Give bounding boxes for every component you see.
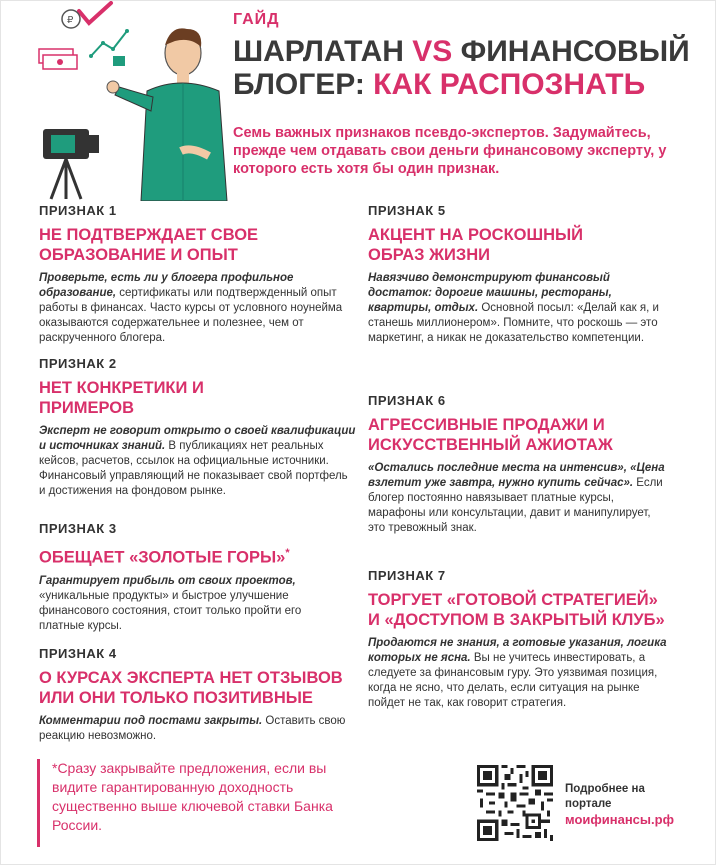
sign-3: [39, 521, 339, 634]
sign-number: ПРИЗНАК 1: [39, 203, 117, 218]
sign-7: [368, 568, 668, 711]
sign-text-emphasis: Комментарии под постами закрыты.: [39, 715, 263, 727]
chart-icon: [89, 29, 129, 66]
sign-text-body: В публикациях нет реальных кейсов, расчетов, ссылок на официальные источники. Финансовый управляющий не показывает свой портфель и достижения на фондовом рынке.: [39, 440, 348, 497]
page-title: [233, 35, 703, 101]
sign-number: ПРИЗНАК 7: [368, 568, 446, 583]
footnote: *Сразу закрывайте предложения, если вы видите гарантированную доходность существенно выше ключевой ставки Банка России.: [37, 759, 362, 847]
guide-label: ГАЙД: [233, 11, 280, 28]
sign-text: [39, 424, 357, 499]
lead-text: Семь важных признаков псевдо-экспертов. Задумайтесь, прежде чем отдавать свои деньги финансовому эксперту, у которого есть хотя бы один признак.: [233, 125, 667, 177]
sign-text-body: Основной посыл: «Делай как я, и станешь миллионером». Помните, что роскошь — это маркетинг, а никак не доказательство компетенции.: [368, 302, 659, 344]
sign-number: ПРИЗНАК 2: [39, 356, 117, 371]
sign-number: ПРИЗНАК 6: [368, 393, 446, 408]
footnote-mark: *: [285, 547, 290, 559]
sign-text-body: сертификаты или подтвержденный опыт работы в финансах. Часто курсы от условного ноунейма оказываются содержательнее и полезнее, чем от раскрученного блогера.: [39, 287, 343, 344]
sign-title: ТОРГУЕТ «ГОТОВОЙ СТРАТЕГИЕЙ» И «ДОСТУПОМ В ЗАКРЫТЫЙ КЛУБ»: [368, 591, 665, 629]
sign-text-emphasis: «Остались последние места на интенсив», «Цена взлетит уже завтра, нужно купить сейчас».: [368, 462, 665, 489]
sign-text-body: «уникальные продукты» и быстрое улучшение финансового состояния, стоит только пройти его платные курсы.: [39, 589, 302, 632]
sign-text-body: Оставить свою реакцию невозможно.: [39, 715, 346, 742]
sign-text-emphasis: Проверьте, есть ли у блогера профильное образование,: [39, 272, 294, 299]
sign-title: АГРЕССИВНЫЕ ПРОДАЖИ И ИСКУССТВЕННЫЙ АЖИОТАЖ: [368, 416, 613, 454]
sign-text: [368, 461, 668, 536]
sign-title: НЕ ПОДТВЕРЖДАЕТ СВОЕ ОБРАЗОВАНИЕ И ОПЫТ: [39, 226, 259, 264]
sign-title: О КУРСАХ ЭКСПЕРТА НЕТ ОТЗЫВОВ ИЛИ ОНИ ТОЛЬКО ПОЗИТИВНЫЕ: [39, 669, 343, 707]
sign-text-body: Вы не учитесь инвестировать, а следуете за финансовым гуру. Это уязвимая позиция, когда не ясно, что делать, если ситуация на рынке пойдет не так, как говорит стратегия.: [368, 652, 658, 709]
portal-link[interactable]: моифинансы.рф: [565, 812, 674, 827]
sign-1: [39, 203, 357, 346]
more-info-label: [565, 782, 645, 812]
sign-title-text: ОБЕЩАЕТ «ЗОЛОТЫЕ ГОРЫ»: [39, 548, 286, 567]
sign-text-emphasis: Навязчиво демонстрируют финансовый достаток: дорогие машины, рестораны, квартиры, отдых.: [368, 272, 612, 314]
sign-text: [368, 271, 668, 346]
sign-title: АКЦЕНТ НА РОСКОШНЫЙ ОБРАЗ ЖИЗНИ: [368, 226, 583, 264]
sign-text-emphasis: Гарантирует прибыль от своих проектов,: [39, 574, 296, 587]
sign-text-emphasis: Эксперт не говорит открыто о своей квалификации и источниках знаний.: [39, 425, 356, 452]
svg-text:₽: ₽: [67, 15, 74, 26]
title-part1: ШАРЛАТАН: [233, 35, 413, 68]
sign-number: ПРИЗНАК 4: [39, 646, 117, 661]
sign-4: [39, 646, 357, 744]
sign-5: [368, 203, 668, 346]
camera-icon: [43, 129, 99, 199]
presenter-figure: [107, 28, 227, 201]
sign-text: [39, 714, 357, 744]
qr-code[interactable]: [477, 765, 553, 841]
sign-text: [368, 636, 668, 711]
sign-text-body: Если блогер постоянно навязывает платные курсы, марафоны или консультации, давит и манипулирует, это тревожный знак.: [368, 477, 663, 534]
sign-6: [368, 393, 668, 536]
sign-text: [39, 574, 339, 634]
checkmark-icon: [79, 3, 111, 23]
sign-title: [39, 543, 339, 568]
sign-number: ПРИЗНАК 3: [39, 521, 117, 536]
sign-2: [39, 356, 357, 499]
sign-number: ПРИЗНАК 5: [368, 203, 446, 218]
sign-text: [39, 271, 357, 346]
money-icon: [39, 49, 77, 69]
title-part2: ФИНАНСОВЫЙ БЛОГЕР:: [233, 35, 690, 101]
title-part3: КАК РАСПОЗНАТЬ: [373, 68, 646, 101]
title-vs: VS: [412, 35, 453, 68]
sign-text-emphasis: Продаются не знания, а готовые указания, логика которых не ясна.: [368, 637, 667, 664]
sign-title: НЕТ КОНКРЕТИКИ И ПРИМЕРОВ: [39, 379, 204, 417]
presenter-illustration: [31, 1, 231, 201]
more-info-text: Подробнее на портале: [565, 783, 645, 810]
